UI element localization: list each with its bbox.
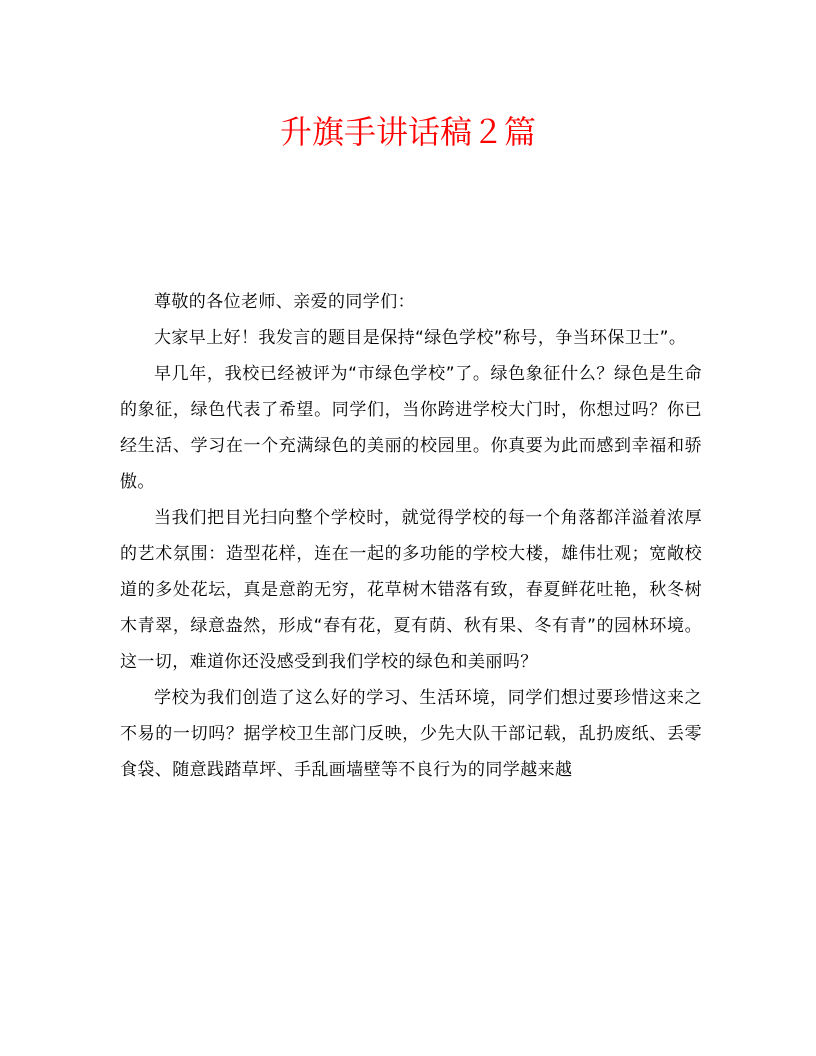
paragraph-cherish: 学校为我们创造了这么好的学习、生活环境，同学们想过要珍惜这来之不易的一切吗？据学校卫生部门反映，少先大队干部记载，乱扔废纸、丢零食袋、随意践踏草坪、手乱画墙壁等不良行为的同学越来越: [120, 688, 702, 780]
document-body: [120, 284, 702, 788]
document-title: 升旗手讲话稿２篇: [279, 113, 536, 151]
paragraph-campus-view: 当我们把目光扫向整个学校时，就觉得学校的每一个角落都洋溢着浓厚的艺术氛围：造型花样，连在一起的多功能的学校大楼，雄伟壮观；宽敞校道的多处花坛，真是意韵无穷，花草树木错落有致，春夏鲜花吐艳，秋冬树木青翠，绿意盎然，形成“春有花，夏有荫、秋有果、冬有青”的园林环境。这一切，难道你还没感受到我们学校的绿色和美丽吗？: [120, 508, 702, 672]
paragraph-greeting: 尊敬的各位老师、亲爱的同学们：: [154, 292, 415, 312]
paragraph-green-school: 早几年，我校已经被评为“市绿色学校”了。绿色象征什么？绿色是生命的象征，绿色代表了希望。同学们，当你跨进学校大门时，你想过吗？你已经生活、学习在一个充满绿色的美丽的校园里。你真要为此而感到幸福和骄傲。: [120, 364, 702, 492]
paragraph-topic: 大家早上好！我发言的题目是保持“绿色学校”称号，争当环保卫士”。: [154, 328, 687, 348]
